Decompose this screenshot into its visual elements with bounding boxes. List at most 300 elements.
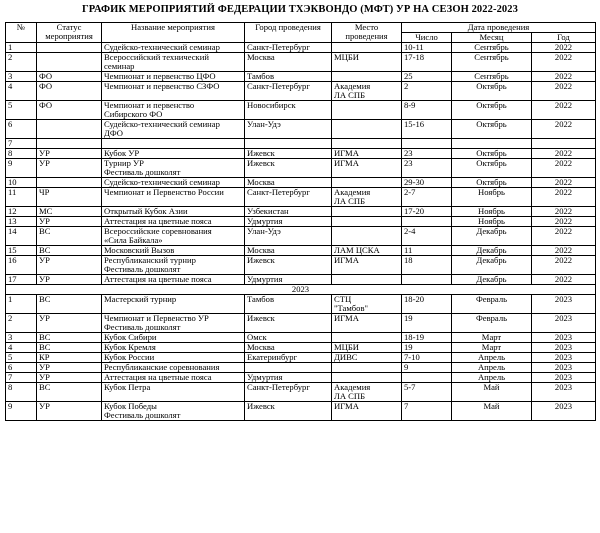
cell-name <box>102 178 245 188</box>
cell-year: 2022 <box>532 217 596 227</box>
cell-name-line: Турнир УР <box>104 158 144 168</box>
cell-year: 2023 <box>532 295 596 314</box>
cell-name <box>102 363 245 373</box>
cell-place <box>332 373 402 383</box>
cell-city: Улан-Удэ <box>245 227 332 246</box>
cell-city: Улан-Удэ <box>245 120 332 139</box>
cell-status: МС <box>37 207 102 217</box>
cell-day: 17-18 <box>402 53 452 72</box>
cell-month: Октябрь <box>452 178 532 188</box>
header-year: Год <box>532 33 596 43</box>
header-row <box>6 23 596 33</box>
table-row <box>6 159 596 178</box>
cell-num: 6 <box>6 363 37 373</box>
cell-status <box>37 53 102 72</box>
header-city: Город проведения <box>245 23 332 43</box>
cell-status <box>37 43 102 53</box>
cell-year: 2023 <box>532 333 596 343</box>
cell-year: 2023 <box>532 314 596 333</box>
cell-status: УР <box>37 275 102 285</box>
cell-year: 2022 <box>532 82 596 101</box>
cell-place <box>332 246 402 256</box>
cell-city: Екатеринбург <box>245 353 332 363</box>
cell-num: 2 <box>6 314 37 333</box>
cell-city: Санкт-Петербург <box>245 43 332 53</box>
table-row <box>6 217 596 227</box>
cell-day <box>402 217 452 227</box>
cell-name-line: Мастерский турнир <box>104 294 177 304</box>
header-num: № <box>6 23 37 43</box>
cell-place-line: МЦБИ <box>334 342 359 352</box>
table-row <box>6 82 596 101</box>
cell-year: 2023 <box>532 363 596 373</box>
cell-name <box>102 227 245 246</box>
cell-place <box>332 43 402 53</box>
cell-month: Март <box>452 343 532 353</box>
cell-status <box>37 120 102 139</box>
cell-year: 2022 <box>532 43 596 53</box>
cell-place <box>332 72 402 82</box>
cell-name <box>102 246 245 256</box>
cell-name-line: Республиканские соревнования <box>104 362 220 372</box>
year-divider-row <box>6 285 596 295</box>
table-row <box>6 227 596 246</box>
cell-name <box>102 207 245 217</box>
cell-name-line: Республиканский турнир <box>104 255 196 265</box>
cell-name-line: Аттестация на цветные пояса <box>104 372 212 382</box>
cell-name-line: Судейско-технический семинар <box>104 42 220 52</box>
cell-month: Декабрь <box>452 246 532 256</box>
schedule-table <box>5 22 596 421</box>
table-row <box>6 333 596 343</box>
cell-num: 5 <box>6 101 37 120</box>
cell-name-line: Фестиваль дошколят <box>104 410 181 420</box>
cell-name-line: Кубок Сибири <box>104 332 157 342</box>
cell-city: Ижевск <box>245 149 332 159</box>
header-day: Число <box>402 33 452 43</box>
cell-name-line: Судейско-технический семинар <box>104 177 220 187</box>
cell-name-line: Открытый Кубок Азии <box>104 206 188 216</box>
cell-name-line: Фестиваль дошколят <box>104 167 181 177</box>
cell-place-line: Академия <box>334 187 371 197</box>
cell-place <box>332 363 402 373</box>
cell-place <box>332 402 402 421</box>
table-row <box>6 314 596 333</box>
cell-place-line: СТЦ <box>334 294 352 304</box>
cell-num: 1 <box>6 43 37 53</box>
cell-name-line: Судейско-технический семинар <box>104 119 220 129</box>
cell-num: 9 <box>6 402 37 421</box>
cell-place-line: ИГМА <box>334 148 359 158</box>
cell-name <box>102 149 245 159</box>
cell-day: 15-16 <box>402 120 452 139</box>
cell-place-line: ЛА СПБ <box>334 391 366 401</box>
cell-year: 2023 <box>532 373 596 383</box>
cell-place-line: ИГМА <box>334 158 359 168</box>
cell-num: 2 <box>6 53 37 72</box>
cell-name <box>102 159 245 178</box>
cell-month: Май <box>452 383 532 402</box>
cell-year: 2023 <box>532 353 596 363</box>
cell-status: УР <box>37 149 102 159</box>
cell-month: Декабрь <box>452 256 532 275</box>
cell-city: Удмуртия <box>245 217 332 227</box>
cell-day: 7-10 <box>402 353 452 363</box>
cell-place <box>332 207 402 217</box>
cell-place <box>332 383 402 402</box>
cell-month: Октябрь <box>452 159 532 178</box>
table-row <box>6 101 596 120</box>
cell-status: УР <box>37 217 102 227</box>
cell-name <box>102 333 245 343</box>
cell-place <box>332 159 402 178</box>
table-row <box>6 402 596 421</box>
cell-name-line: Кубок Петра <box>104 382 151 392</box>
table-row <box>6 295 596 314</box>
table-row <box>6 207 596 217</box>
cell-month: Апрель <box>452 363 532 373</box>
cell-name-line: Всероссийский технический <box>104 52 209 62</box>
header-month: Месяц <box>452 33 532 43</box>
cell-city: Санкт-Петербург <box>245 383 332 402</box>
cell-year: 2022 <box>532 101 596 120</box>
cell-name <box>102 139 245 149</box>
cell-month: Октябрь <box>452 101 532 120</box>
cell-num: 10 <box>6 178 37 188</box>
cell-name <box>102 72 245 82</box>
header-status: Статус мероприятия <box>37 23 102 43</box>
cell-place-line: ЛА СПБ <box>334 196 366 206</box>
cell-month: Апрель <box>452 353 532 363</box>
cell-name <box>102 295 245 314</box>
cell-place <box>332 178 402 188</box>
cell-num: 7 <box>6 373 37 383</box>
cell-month: Апрель <box>452 373 532 383</box>
cell-month: Ноябрь <box>452 188 532 207</box>
cell-name-line: Чемпионат и первенство ЦФО <box>104 71 216 81</box>
cell-status: УР <box>37 402 102 421</box>
cell-place <box>332 227 402 246</box>
cell-name-line: Чемпионат и первенство <box>104 100 195 110</box>
cell-num: 15 <box>6 246 37 256</box>
cell-year: 2022 <box>532 159 596 178</box>
cell-name <box>102 120 245 139</box>
cell-city: Санкт-Петербург <box>245 82 332 101</box>
cell-day: 18 <box>402 256 452 275</box>
cell-name-line: Кубок Кремля <box>104 342 156 352</box>
cell-place <box>332 295 402 314</box>
cell-num: 8 <box>6 149 37 159</box>
cell-num: 7 <box>6 139 37 149</box>
cell-name <box>102 256 245 275</box>
cell-city: Узбекистан <box>245 207 332 217</box>
cell-place <box>332 101 402 120</box>
cell-num: 12 <box>6 207 37 217</box>
cell-name-line: Чемпионат и Первенство УР <box>104 313 209 323</box>
cell-city: Москва <box>245 178 332 188</box>
cell-place <box>332 82 402 101</box>
cell-month: Декабрь <box>452 275 532 285</box>
cell-name-line: Московский Вызов <box>104 245 175 255</box>
cell-place-line: МЦБИ <box>334 52 359 62</box>
cell-status: ВС <box>37 343 102 353</box>
cell-day <box>402 275 452 285</box>
rows-2023 <box>6 295 596 421</box>
cell-month <box>452 139 532 149</box>
cell-name <box>102 353 245 363</box>
cell-name <box>102 373 245 383</box>
cell-place-line: "Тамбов" <box>334 303 369 313</box>
table-row <box>6 275 596 285</box>
cell-place <box>332 333 402 343</box>
cell-name <box>102 402 245 421</box>
cell-year: 2022 <box>532 227 596 246</box>
cell-day: 8-9 <box>402 101 452 120</box>
cell-name-line: Фестиваль дошколят <box>104 322 181 332</box>
cell-day: 9 <box>402 363 452 373</box>
cell-year: 2023 <box>532 383 596 402</box>
table-row <box>6 188 596 207</box>
cell-year: 2022 <box>532 246 596 256</box>
cell-name-line: Кубок Победы <box>104 401 157 411</box>
cell-num: 4 <box>6 82 37 101</box>
table-row <box>6 139 596 149</box>
cell-name-line: «Сила Байкала» <box>104 235 163 245</box>
year-divider: 2023 <box>6 285 596 295</box>
cell-city: Тамбов <box>245 295 332 314</box>
cell-place-line: ИГМА <box>334 255 359 265</box>
cell-month: Октябрь <box>452 120 532 139</box>
cell-name-line: ДФО <box>104 128 123 138</box>
cell-name-line: Аттестация на цветные пояса <box>104 216 212 226</box>
cell-name <box>102 275 245 285</box>
cell-month: Ноябрь <box>452 217 532 227</box>
cell-status: УР <box>37 363 102 373</box>
cell-day: 11 <box>402 246 452 256</box>
cell-name <box>102 383 245 402</box>
cell-place-line: ИГМА <box>334 313 359 323</box>
table-row <box>6 353 596 363</box>
cell-name-line: Всероссийские соревнования <box>104 226 212 236</box>
cell-name <box>102 53 245 72</box>
cell-name-line: Кубок УР <box>104 148 140 158</box>
cell-place-line: ЛА СПБ <box>334 90 366 100</box>
cell-year: 2023 <box>532 343 596 353</box>
header-dates: Дата проведения <box>402 23 596 33</box>
cell-day: 5-7 <box>402 383 452 402</box>
cell-status <box>37 178 102 188</box>
cell-city: Москва <box>245 343 332 353</box>
cell-status: ВС <box>37 246 102 256</box>
cell-name-line: Аттестация на цветные пояса <box>104 274 212 284</box>
cell-day: 29-30 <box>402 178 452 188</box>
cell-status: ВС <box>37 333 102 343</box>
cell-name <box>102 188 245 207</box>
cell-status: УР <box>37 373 102 383</box>
cell-status: УР <box>37 256 102 275</box>
cell-day <box>402 139 452 149</box>
cell-place <box>332 256 402 275</box>
cell-city: Удмуртия <box>245 373 332 383</box>
cell-city <box>245 363 332 373</box>
cell-place-line: Академия <box>334 382 371 392</box>
cell-year <box>532 139 596 149</box>
table-row <box>6 178 596 188</box>
cell-month: Декабрь <box>452 227 532 246</box>
cell-num: 17 <box>6 275 37 285</box>
cell-day <box>402 373 452 383</box>
cell-name <box>102 82 245 101</box>
table-row <box>6 373 596 383</box>
cell-city <box>245 139 332 149</box>
cell-month: Март <box>452 333 532 343</box>
rows-2022 <box>6 43 596 285</box>
cell-city: Москва <box>245 53 332 72</box>
cell-month: Февраль <box>452 295 532 314</box>
cell-city: Удмуртия <box>245 275 332 285</box>
cell-city: Москва <box>245 246 332 256</box>
cell-status: КР <box>37 353 102 363</box>
cell-day: 17-20 <box>402 207 452 217</box>
table-row <box>6 72 596 82</box>
cell-day: 2 <box>402 82 452 101</box>
cell-name-line: Фестиваль дошколят <box>104 264 181 274</box>
cell-num: 13 <box>6 217 37 227</box>
section-2023 <box>6 285 596 295</box>
cell-status: ФО <box>37 72 102 82</box>
cell-num: 11 <box>6 188 37 207</box>
page-title: ГРАФИК МЕРОПРИЯТИЙ ФЕДЕРАЦИИ ТХЭКВОНДО (МФТ) УР НА СЕЗОН 2022-2023 <box>82 4 518 15</box>
cell-status: ФО <box>37 82 102 101</box>
cell-name-line: Кубок России <box>104 352 155 362</box>
cell-name <box>102 101 245 120</box>
cell-year: 2022 <box>532 188 596 207</box>
cell-year: 2022 <box>532 53 596 72</box>
cell-day: 23 <box>402 149 452 159</box>
cell-place <box>332 120 402 139</box>
cell-name <box>102 343 245 353</box>
cell-day: 18-20 <box>402 295 452 314</box>
cell-place-line: ДИВС <box>334 352 358 362</box>
cell-num: 14 <box>6 227 37 246</box>
cell-city: Тамбов <box>245 72 332 82</box>
cell-city: Санкт-Петербург <box>245 188 332 207</box>
cell-num: 9 <box>6 159 37 178</box>
cell-num: 8 <box>6 383 37 402</box>
cell-name-line: Чемпионат и первенство СЗФО <box>104 81 220 91</box>
table-row <box>6 53 596 72</box>
cell-place <box>332 188 402 207</box>
table-row <box>6 343 596 353</box>
cell-name-line: семинар <box>104 61 135 71</box>
cell-month: Октябрь <box>452 149 532 159</box>
cell-year: 2022 <box>532 256 596 275</box>
cell-place <box>332 149 402 159</box>
cell-place-line: ЛАМ ЦСКА <box>334 245 380 255</box>
cell-num: 3 <box>6 333 37 343</box>
cell-year: 2022 <box>532 178 596 188</box>
cell-place <box>332 53 402 72</box>
cell-city: Ижевск <box>245 314 332 333</box>
cell-place <box>332 275 402 285</box>
cell-status: ВС <box>37 383 102 402</box>
cell-city: Ижевск <box>245 159 332 178</box>
cell-day: 19 <box>402 314 452 333</box>
cell-status: УР <box>37 314 102 333</box>
header-name: Название мероприятия <box>102 23 245 43</box>
cell-status: УР <box>37 159 102 178</box>
cell-day: 18-19 <box>402 333 452 343</box>
cell-city: Ижевск <box>245 402 332 421</box>
table-row <box>6 120 596 139</box>
cell-day: 10-11 <box>402 43 452 53</box>
cell-num: 3 <box>6 72 37 82</box>
cell-place <box>332 353 402 363</box>
cell-day: 2-7 <box>402 188 452 207</box>
table-row <box>6 149 596 159</box>
cell-place-line: Академия <box>334 81 371 91</box>
cell-place <box>332 217 402 227</box>
cell-year: 2022 <box>532 120 596 139</box>
cell-year: 2022 <box>532 149 596 159</box>
cell-place <box>332 343 402 353</box>
cell-name <box>102 43 245 53</box>
cell-place <box>332 139 402 149</box>
cell-status: ФО <box>37 101 102 120</box>
cell-name <box>102 314 245 333</box>
cell-month: Сентябрь <box>452 43 532 53</box>
cell-month: Сентябрь <box>452 53 532 72</box>
cell-city: Новосибирск <box>245 101 332 120</box>
cell-month: Май <box>452 402 532 421</box>
cell-month: Октябрь <box>452 82 532 101</box>
header-place: Место проведения <box>332 23 402 43</box>
cell-num: 4 <box>6 343 37 353</box>
cell-status: ЧР <box>37 188 102 207</box>
cell-name-line: Чемпионат и Первенство России <box>104 187 224 197</box>
cell-year: 2023 <box>532 402 596 421</box>
cell-name-line: Сибирского ФО <box>104 109 163 119</box>
table-row <box>6 246 596 256</box>
cell-status: ВС <box>37 295 102 314</box>
cell-num: 1 <box>6 295 37 314</box>
cell-year: 2022 <box>532 275 596 285</box>
cell-status <box>37 139 102 149</box>
cell-place-line: ИГМА <box>334 401 359 411</box>
cell-month: Февраль <box>452 314 532 333</box>
cell-day: 23 <box>402 159 452 178</box>
cell-status: ВС <box>37 227 102 246</box>
table-row <box>6 43 596 53</box>
cell-city: Ижевск <box>245 256 332 275</box>
cell-num: 6 <box>6 120 37 139</box>
cell-year: 2022 <box>532 72 596 82</box>
cell-place <box>332 314 402 333</box>
cell-month: Сентябрь <box>452 72 532 82</box>
cell-day: 25 <box>402 72 452 82</box>
cell-day: 2-4 <box>402 227 452 246</box>
cell-year: 2022 <box>532 207 596 217</box>
cell-num: 5 <box>6 353 37 363</box>
table-row <box>6 256 596 275</box>
cell-city: Омск <box>245 333 332 343</box>
cell-month: Ноябрь <box>452 207 532 217</box>
cell-name <box>102 217 245 227</box>
cell-day: 7 <box>402 402 452 421</box>
cell-day: 19 <box>402 343 452 353</box>
table-row <box>6 363 596 373</box>
table-row <box>6 383 596 402</box>
